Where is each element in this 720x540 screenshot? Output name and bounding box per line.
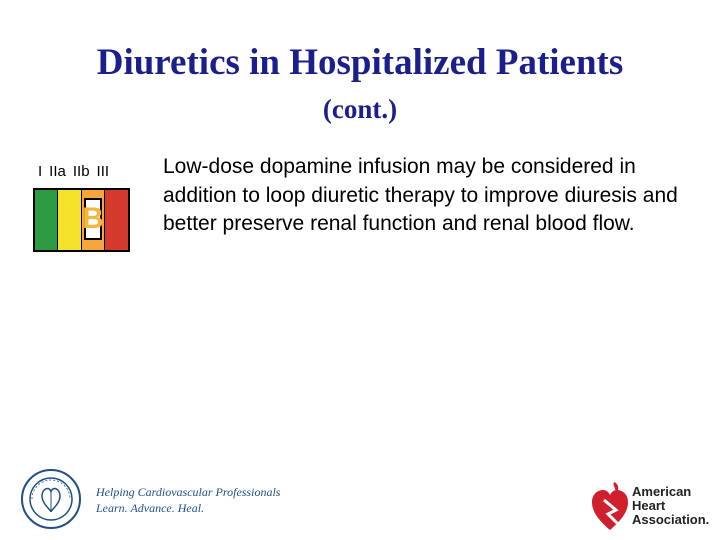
acc-seal-logo — [20, 468, 90, 530]
class-label-i: I — [38, 163, 43, 180]
acc-tagline-line1: Helping Cardiovascular Professionals — [96, 485, 281, 499]
class-iia-segment — [58, 190, 81, 250]
aha-line3: Association. — [632, 512, 710, 527]
class-label-iii: III — [96, 163, 110, 180]
level-of-evidence-badge: B — [84, 198, 102, 240]
slide-title: Diuretics in Hospitalized Patients — [96, 42, 624, 83]
slide-subtitle: (cont.) — [322, 94, 398, 124]
class-iii-segment — [105, 190, 128, 250]
acc-tagline — [96, 484, 280, 516]
class-i-segment — [35, 190, 58, 250]
aha-wordmark — [632, 485, 709, 527]
acc-tagline-line2: Learn. Advance. Heal. — [96, 501, 205, 515]
heart-torch-icon — [590, 476, 630, 532]
class-label-iia: IIa — [49, 163, 66, 180]
aha-line1: American — [632, 484, 692, 499]
aha-line2: Heart — [632, 498, 666, 513]
recommendation-class-labels — [38, 163, 138, 180]
recommendation-text: Low-dose dopamine infusion may be considered in addition to loop diuretic therapy to improve diuresis and better preserve renal function and renal blood flow. — [163, 155, 678, 235]
class-label-iib: IIb — [72, 163, 90, 180]
